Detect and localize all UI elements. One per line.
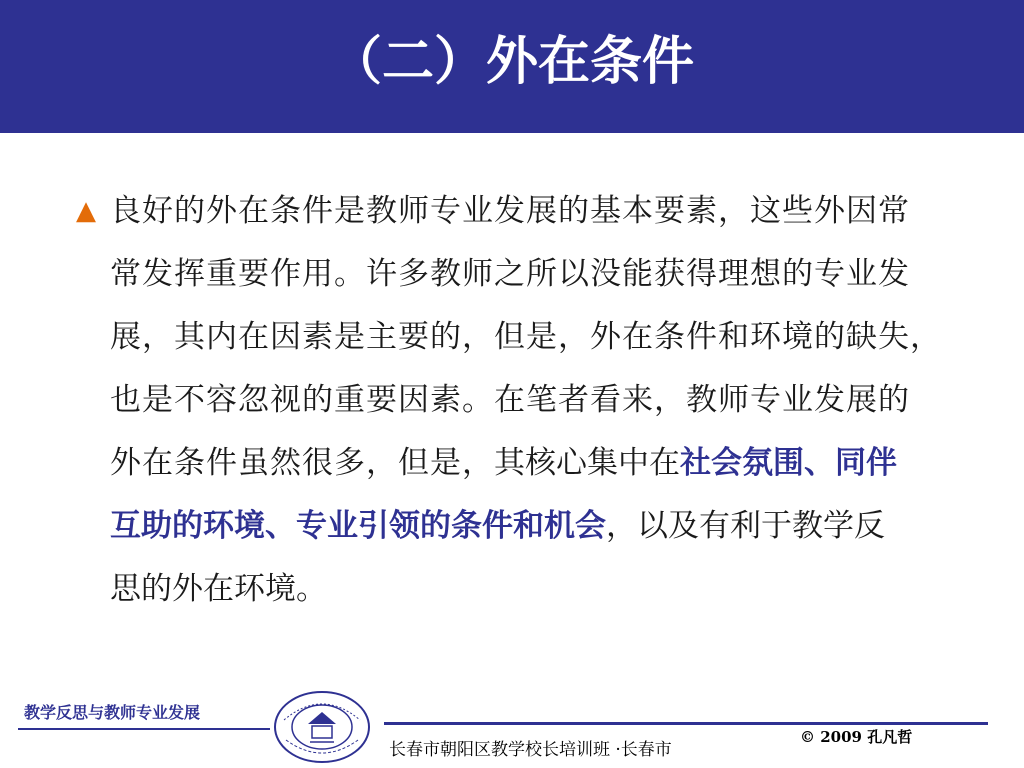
text-line-3: 展，其内在因素是主要的，但是，外在条件和环境的缺失， <box>110 319 942 355</box>
footer-copyright: © 2009 孔凡哲 <box>800 728 913 746</box>
text-line-5-middle: 其核心集中在 <box>494 445 680 481</box>
triangle-bullet-icon: ▲ <box>76 196 96 226</box>
text-line-4: 也是不容忽视的重要因素。在笔者看来，教师专业发展的 <box>110 382 910 418</box>
university-seal-logo <box>272 690 372 764</box>
text-line-5-start: 外在条件虽然很多，但是， <box>110 445 494 481</box>
footer-organization: 长春市朝阳区教学校长培训班 ·长春市 <box>389 740 672 760</box>
text-line-5 <box>110 432 976 495</box>
footer-divider <box>384 722 988 725</box>
text-line-1: 良好的外在条件是教师专业发展的基本要素，这些外因常 <box>110 193 910 229</box>
text-line-2: 常发挥重要作用。许多教师之所以没能获得理想的专业发 <box>110 256 910 292</box>
slide-title: （二）外在条件 <box>329 32 694 92</box>
bullet-item <box>76 180 976 621</box>
highlight-text-2: 互助的环境、专业引领的条件和机会 <box>110 508 606 544</box>
title-bar <box>0 0 1024 133</box>
body-text-block <box>76 180 976 621</box>
text-line-7: 思的外在环境。 <box>110 571 327 607</box>
bullet-paragraph <box>110 180 976 621</box>
footer-course-title: 教学反思与教师专业发展 <box>24 703 201 722</box>
highlight-text-1: 社会氛围、同伴 <box>680 445 897 481</box>
text-line-6 <box>110 495 976 558</box>
text-line-6-end: ，以及有利于教学反 <box>606 508 885 544</box>
footer-left-divider <box>18 728 270 730</box>
